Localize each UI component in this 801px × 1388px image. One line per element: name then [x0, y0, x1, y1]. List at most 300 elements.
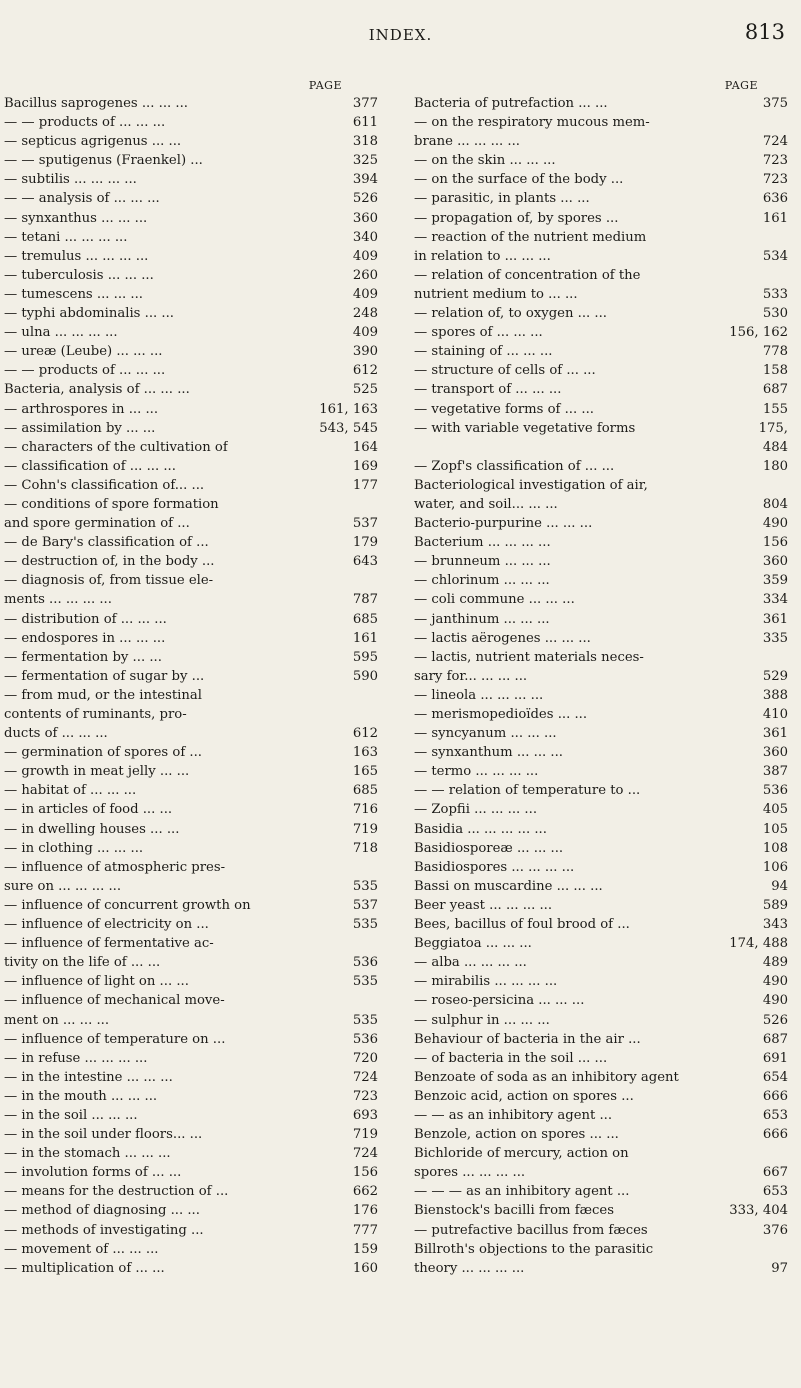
entry-text: — tuberculosis ... ... ... [4, 267, 154, 283]
entry-text: — from mud, or the intestinal [4, 687, 202, 703]
entry-text: — — — as an inhibitory agent ... [414, 1184, 630, 1200]
entry-text: — ureæ (Leube) ... ... ... [4, 344, 163, 360]
index-entry [4, 1125, 378, 1144]
index-entry [414, 1011, 788, 1030]
entry-page: 716 [352, 802, 378, 818]
index-entry [4, 953, 378, 972]
index-entry [4, 1087, 378, 1106]
entry-page: 536 [762, 783, 788, 799]
entry-page: 536 [352, 1031, 378, 1047]
index-entry [414, 896, 788, 915]
entry-page: 529 [762, 668, 788, 684]
index-entry [4, 457, 378, 476]
entry-text: — janthinum ... ... ... [414, 611, 550, 627]
entry-page: 525 [352, 382, 378, 398]
entry-text: — in the intestine ... ... ... [4, 1069, 173, 1085]
entry-page: 687 [762, 1031, 788, 1047]
entry-page: 376 [762, 1222, 788, 1238]
entry-page: 693 [352, 1107, 378, 1123]
index-entry [4, 514, 378, 533]
index-entry [414, 1049, 788, 1068]
index-entry [414, 228, 788, 247]
index-entry [414, 1106, 788, 1125]
entry-page: 537 [352, 516, 378, 532]
entry-page: 543, 545 [319, 420, 378, 436]
entry-text: — termo ... ... ... ... [414, 764, 539, 780]
entry-text: tivity on the life of ... ... [4, 955, 161, 971]
index-entry [414, 839, 788, 858]
entry-page: 723 [762, 172, 788, 188]
index-entry [414, 1259, 788, 1278]
entry-text: — habitat of ... ... ... [4, 783, 137, 799]
index-entry [414, 380, 788, 399]
index-entry [4, 94, 378, 113]
entry-text: — tremulus ... ... ... ... [4, 248, 149, 264]
index-entry [414, 132, 788, 151]
index-entry [414, 113, 788, 132]
entry-page: 94 [771, 878, 788, 894]
index-entry [414, 361, 788, 380]
entry-text: brane ... ... ... ... [414, 134, 520, 150]
index-entry [4, 113, 378, 132]
index-entry [414, 189, 788, 208]
entry-text: Behaviour of bacteria in the air ... [414, 1031, 641, 1047]
entry-page: 335 [762, 630, 788, 646]
index-entry [4, 1106, 378, 1125]
index-entry [4, 820, 378, 839]
index-entry [414, 266, 788, 285]
entry-page: 361 [762, 726, 788, 742]
index-entry [414, 495, 788, 514]
index-entry [4, 476, 378, 495]
entry-text: — — relation of temperature to ... [414, 783, 641, 799]
entry-page: 405 [762, 802, 788, 818]
entry-text: — destruction of, in the body ... [4, 554, 215, 570]
entry-page: 360 [762, 554, 788, 570]
entry-page: 177 [352, 477, 378, 493]
index-entry [4, 438, 378, 457]
entry-page: 165 [352, 764, 378, 780]
entry-text: Beer yeast ... ... ... ... [414, 897, 553, 913]
entry-text: — ulna ... ... ... ... [4, 325, 118, 341]
index-entry [4, 132, 378, 151]
entry-text: — vegetative forms of ... ... [414, 401, 594, 417]
index-entry [414, 533, 788, 552]
entry-text: — mirabilis ... ... ... ... [414, 974, 558, 990]
page-column-label: PAGE [308, 79, 342, 92]
entry-text: ducts of ... ... ... [4, 726, 108, 742]
entry-page: 394 [352, 172, 378, 188]
index-entry [414, 934, 788, 953]
index-entry [4, 686, 378, 705]
entry-text: — — sputigenus (Fraenkel) ... [4, 153, 203, 169]
entry-text: — tumescens ... ... ... [4, 286, 144, 302]
entry-page: 589 [762, 897, 788, 913]
entry-text: — relation of, to oxygen ... ... [414, 306, 607, 322]
entry-page: 666 [762, 1088, 788, 1104]
index-entry [4, 304, 378, 323]
entry-page: 260 [352, 267, 378, 283]
entry-text: — structure of cells of ... ... [414, 363, 596, 379]
index-entry [4, 934, 378, 953]
entry-text: — germination of spores of ... [4, 745, 202, 761]
entry-page: 176 [352, 1203, 378, 1219]
entry-page: 377 [352, 96, 378, 111]
entry-text: Benzoate of soda as an inhibitory agent [414, 1069, 679, 1085]
index-entry [4, 1049, 378, 1068]
index-entry [4, 972, 378, 991]
index-entry [414, 285, 788, 304]
entry-text: — influence of light on ... ... [4, 974, 189, 990]
entry-page: 636 [762, 191, 788, 207]
index-entry [4, 400, 378, 419]
entry-page: 723 [762, 153, 788, 169]
entry-page: 106 [762, 859, 788, 875]
entry-page: 718 [352, 840, 378, 856]
entry-page: 595 [352, 649, 378, 665]
entry-text: — on the skin ... ... ... [414, 153, 556, 169]
entry-text: — influence of electricity on ... [4, 917, 209, 933]
entry-text: nutrient medium to ... ... [414, 286, 578, 302]
index-entry [414, 953, 788, 972]
index-entry [414, 94, 788, 113]
index-entry [414, 247, 788, 266]
index-entry [4, 858, 378, 877]
index-entry [414, 820, 788, 839]
index-entry [414, 1030, 788, 1049]
entry-page: 179 [352, 535, 378, 551]
entry-text: — diagnosis of, from tissue ele- [4, 573, 214, 589]
entry-page: 334 [762, 592, 788, 608]
entry-page: 685 [352, 611, 378, 627]
index-entry [414, 1201, 788, 1220]
index-entry [414, 476, 788, 495]
entry-text: — roseo-persicina ... ... ... [414, 993, 585, 1009]
entry-text: — — analysis of ... ... ... [4, 191, 160, 207]
running-title: INDEX. [368, 26, 433, 44]
index-entry [4, 743, 378, 762]
index-entry [4, 1182, 378, 1201]
entry-text: — parasitic, in plants ... ... [414, 191, 590, 207]
entry-text: — staining of ... ... ... [414, 344, 553, 360]
entry-text: — lineola ... ... ... ... [414, 687, 544, 703]
entry-text: — arthrospores in ... ... [4, 401, 159, 417]
entry-text: — in refuse ... ... ... ... [4, 1050, 148, 1066]
index-entry [4, 839, 378, 858]
entry-text: — movement of ... ... ... [4, 1241, 159, 1257]
entry-text: — influence of mechanical move- [4, 993, 225, 1009]
entry-page: 653 [762, 1184, 788, 1200]
entry-text: — typhi abdominalis ... ... [4, 306, 174, 322]
index-entry [414, 323, 788, 342]
entry-page: 105 [762, 821, 788, 837]
entry-page: 612 [352, 363, 378, 379]
entry-text: — in the soil under floors... ... [4, 1127, 203, 1143]
entry-page: 248 [352, 306, 378, 322]
entry-page: 778 [762, 344, 788, 360]
entry-text: water, and soil... ... ... [414, 496, 558, 512]
index-entry [414, 762, 788, 781]
entry-text: Bacterio-purpurine ... ... ... [414, 516, 593, 532]
entry-text: — Zopfii ... ... ... ... [414, 802, 538, 818]
entry-page: 340 [352, 229, 378, 245]
entry-text: and spore germination of ... [4, 516, 190, 532]
index-entry [4, 285, 378, 304]
index-entry [414, 1240, 788, 1259]
entry-page: 685 [352, 783, 378, 799]
index-entry [414, 457, 788, 476]
entry-page: 343 [762, 917, 788, 933]
entry-text: — syncyanum ... ... ... [414, 726, 557, 742]
index-entry [4, 1201, 378, 1220]
entry-text: Bacteria of putrefaction ... ... [414, 96, 608, 111]
index-entry [414, 648, 788, 667]
index-entry [414, 972, 788, 991]
entry-page: 536 [352, 955, 378, 971]
index-entry [414, 1221, 788, 1240]
index-entry [4, 915, 378, 934]
entry-text: — Zopf's classification of ... ... [414, 458, 615, 474]
entry-page: 666 [762, 1127, 788, 1143]
entry-text: — reaction of the nutrient medium [414, 229, 647, 245]
index-entry [414, 724, 788, 743]
index-entry [414, 858, 788, 877]
entry-page: 390 [352, 344, 378, 360]
entry-page: 156 [762, 535, 788, 551]
left-column [4, 78, 378, 1278]
entry-text: — on the surface of the body ... [414, 172, 624, 188]
entry-page: 526 [762, 1012, 788, 1028]
index-entry [414, 686, 788, 705]
entry-text: — means for the destruction of ... [4, 1184, 229, 1200]
entry-text: — synxanthus ... ... ... [4, 210, 148, 226]
entry-text: — distribution of ... ... ... [4, 611, 167, 627]
index-entry [414, 667, 788, 686]
entry-page: 777 [352, 1222, 378, 1238]
entry-text: — fermentation of sugar by ... [4, 668, 205, 684]
index-entry [4, 495, 378, 514]
entry-page: 526 [352, 191, 378, 207]
entry-page: 535 [352, 974, 378, 990]
entry-page: 724 [352, 1069, 378, 1085]
entry-text: — multiplication of ... ... [4, 1260, 165, 1276]
entry-text: — in the mouth ... ... ... [4, 1088, 158, 1104]
entry-page: 535 [352, 917, 378, 933]
index-entry [414, 610, 788, 629]
index-entry [414, 209, 788, 228]
index-entry [4, 877, 378, 896]
index-entry [4, 151, 378, 170]
index-entry [4, 1259, 378, 1278]
entry-page: 643 [352, 554, 378, 570]
entry-text: — de Bary's classification of ... [4, 535, 209, 551]
entry-page: 662 [352, 1184, 378, 1200]
entry-text: Bacterium ... ... ... ... [414, 535, 551, 551]
entry-page: 537 [352, 897, 378, 913]
entry-page: 175, [758, 420, 788, 436]
entry-text: — classification of ... ... ... [4, 458, 176, 474]
entry-page: 174, 488 [729, 936, 788, 952]
entry-page: 787 [352, 592, 378, 608]
index-entry [414, 170, 788, 189]
entry-page: 318 [352, 134, 378, 150]
entry-page: 724 [762, 134, 788, 150]
entry-page: 720 [352, 1050, 378, 1066]
entry-text: Bienstock's bacilli from fæces [414, 1203, 614, 1219]
entry-text: — — products of ... ... ... [4, 363, 166, 379]
index-entry [414, 342, 788, 361]
entry-page: 535 [352, 1012, 378, 1028]
entry-text: — coli commune ... ... ... [414, 592, 575, 608]
entry-page: 409 [352, 248, 378, 264]
entry-text: contents of ruminants, pro- [4, 707, 187, 722]
index-entry [4, 667, 378, 686]
index-entry [4, 266, 378, 285]
entry-page: 161 [352, 630, 378, 646]
entry-page: 611 [352, 115, 378, 131]
entry-text: — influence of concurrent growth on [4, 897, 251, 913]
entry-page: 723 [352, 1088, 378, 1104]
entry-text: — endospores in ... ... ... [4, 630, 166, 646]
entry-text: — characters of the cultivation of [4, 439, 228, 455]
entry-page: 159 [352, 1241, 378, 1257]
index-entry [414, 1125, 788, 1144]
index-entry [4, 1240, 378, 1259]
entry-page: 490 [762, 993, 788, 1009]
entry-text: — on the respiratory mucous mem- [414, 115, 650, 131]
index-entry [414, 151, 788, 170]
entry-page: 158 [762, 363, 788, 379]
index-entry [4, 361, 378, 380]
entry-text: — putrefactive bacillus from fæces [414, 1222, 648, 1238]
entry-text: Basidia ... ... ... ... ... [414, 821, 547, 837]
entry-text: Beggiatoa ... ... ... [414, 936, 532, 952]
index-entry [4, 170, 378, 189]
entry-text: Bassi on muscardine ... ... ... [414, 878, 603, 894]
entry-page: 530 [762, 306, 788, 322]
index-entry [414, 991, 788, 1010]
entry-page: 161, 163 [319, 401, 378, 417]
index-entry [414, 800, 788, 819]
index-entry [4, 1144, 378, 1163]
entry-page: 169 [352, 458, 378, 474]
entry-text: — influence of atmospheric pres- [4, 859, 226, 875]
entry-text: Bacillus saprogenes ... ... ... [4, 96, 188, 111]
entry-page: 361 [762, 611, 788, 627]
entry-page: 387 [762, 764, 788, 780]
entry-page: 484 [762, 439, 788, 455]
index-entry [4, 380, 378, 399]
entry-text: Bees, bacillus of foul brood of ... [414, 917, 630, 933]
entry-text: — relation of concentration of the [414, 267, 641, 283]
index-entry [4, 419, 378, 438]
index-entry [4, 342, 378, 361]
index-entry [4, 189, 378, 208]
entry-page: 687 [762, 382, 788, 398]
entry-text: sure on ... ... ... ... [4, 878, 122, 894]
entry-text: — sulphur in ... ... ... [414, 1012, 550, 1028]
entry-text: Bichloride of mercury, action on [414, 1146, 629, 1162]
index-entry [4, 533, 378, 552]
index-entry [414, 304, 788, 323]
entry-page: 360 [352, 210, 378, 226]
entry-text: — influence of temperature on ... [4, 1031, 226, 1047]
entry-page: 667 [762, 1165, 788, 1181]
page-number: 813 [744, 20, 785, 44]
entry-page: 108 [762, 840, 788, 856]
entry-text: theory ... ... ... ... [414, 1260, 525, 1276]
entry-text: — method of diagnosing ... ... [4, 1203, 200, 1219]
index-entry [414, 590, 788, 609]
entry-page: 375 [762, 96, 788, 111]
entry-text: — in clothing ... ... ... [4, 840, 144, 856]
right-column [414, 78, 788, 1278]
index-entry [4, 1068, 378, 1087]
entry-page: 388 [762, 687, 788, 703]
index-entry [4, 781, 378, 800]
index-entry [414, 705, 788, 724]
index-entry [4, 1221, 378, 1240]
index-entry [414, 514, 788, 533]
entry-text: — synxanthum ... ... ... [414, 745, 563, 761]
entry-text: in relation to ... ... ... [414, 248, 551, 264]
entry-page: 325 [352, 153, 378, 169]
index-entry [414, 552, 788, 571]
left-entry-list [4, 94, 378, 1278]
entry-text: — lactis aërogenes ... ... ... [414, 630, 591, 646]
entry-text: — spores of ... ... ... [414, 325, 543, 341]
entry-text: — methods of investigating ... [4, 1222, 204, 1238]
index-entry [4, 629, 378, 648]
entry-page: 333, 404 [729, 1203, 788, 1219]
right-entry-list [414, 94, 788, 1278]
index-entry [4, 552, 378, 571]
entry-page: 653 [762, 1107, 788, 1123]
entry-text: — influence of fermentative ac- [4, 936, 214, 952]
entry-text: spores ... ... ... ... [414, 1165, 526, 1181]
entry-text: — conditions of spore formation [4, 496, 219, 512]
index-entry [4, 1163, 378, 1182]
entry-page: 409 [352, 286, 378, 302]
entry-text: — — as an inhibitory agent ... [414, 1107, 613, 1123]
index-entry [414, 438, 788, 457]
index-entry [4, 571, 378, 590]
entry-text: — chlorinum ... ... ... [414, 573, 550, 589]
entry-page: 719 [352, 1127, 378, 1143]
entry-text: ments ... ... ... ... [4, 592, 112, 608]
entry-text: — transport of ... ... ... [414, 382, 562, 398]
entry-page: 161 [762, 210, 788, 226]
entry-text: — growth in meat jelly ... ... [4, 764, 190, 780]
entry-page: 724 [352, 1146, 378, 1162]
entry-text: Benzoic acid, action on spores ... [414, 1088, 634, 1104]
entry-text: Basidiospores ... ... ... ... [414, 859, 575, 875]
entry-page: 180 [762, 458, 788, 474]
entry-page: 156 [352, 1165, 378, 1181]
index-entry [4, 1011, 378, 1030]
entry-page: 409 [352, 325, 378, 341]
entry-text: Basidiosporeæ ... ... ... [414, 840, 564, 856]
entry-page: 164 [352, 439, 378, 455]
index-entry [414, 419, 788, 438]
entry-text: — merismopedioïdes ... ... [414, 707, 588, 722]
entry-page: 490 [762, 974, 788, 990]
entry-page: 360 [762, 745, 788, 761]
entry-page: 489 [762, 955, 788, 971]
index-entry [4, 209, 378, 228]
entry-text: — — products of ... ... ... [4, 115, 166, 131]
entry-page: 535 [352, 878, 378, 894]
